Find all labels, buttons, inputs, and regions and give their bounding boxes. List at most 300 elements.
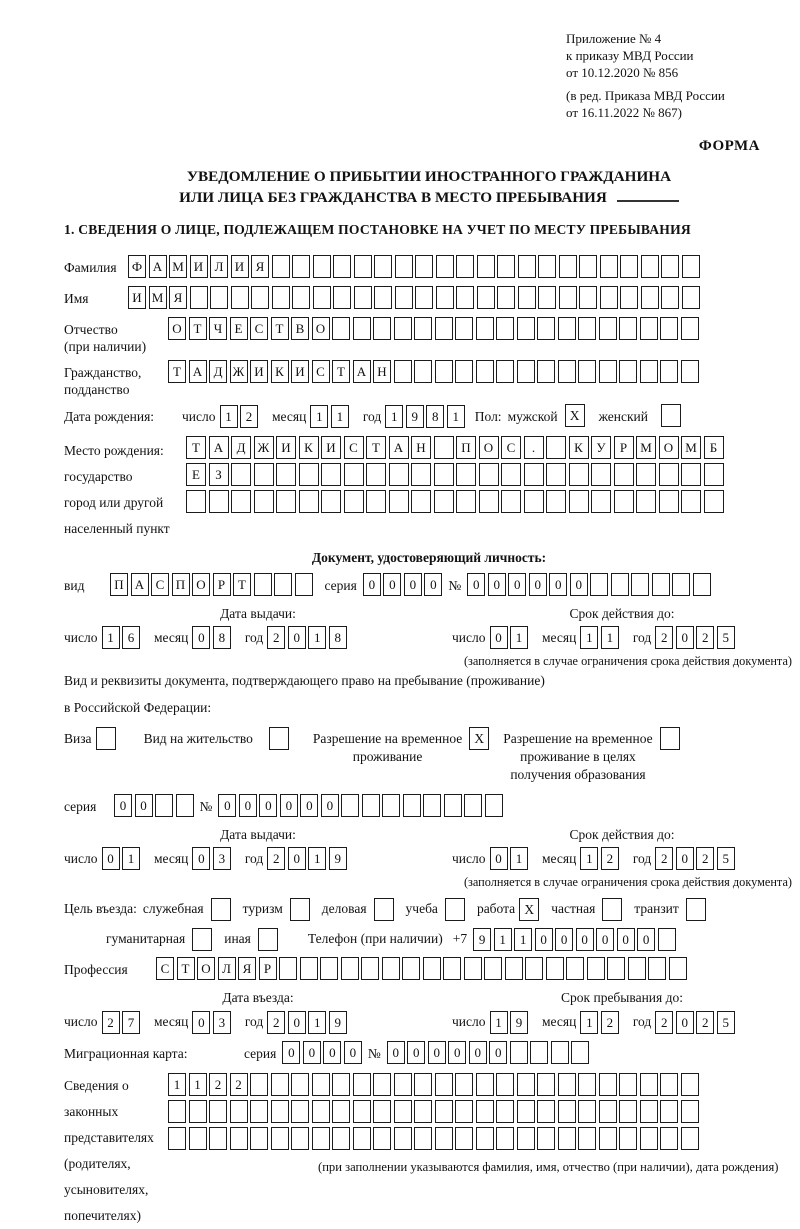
char-cell[interactable] xyxy=(312,1127,330,1150)
char-cell[interactable]: А xyxy=(209,436,229,459)
char-cell[interactable]: 0 xyxy=(529,573,547,596)
char-cell[interactable] xyxy=(497,286,515,309)
char-cell[interactable] xyxy=(231,286,249,309)
char-cell[interactable] xyxy=(292,255,310,278)
char-cell[interactable]: 1 xyxy=(510,847,528,870)
visa-checkbox[interactable] xyxy=(96,727,116,750)
char-cell[interactable]: У xyxy=(591,436,611,459)
char-cell[interactable]: 0 xyxy=(288,626,306,649)
char-cell[interactable]: Т xyxy=(366,436,386,459)
char-cell[interactable] xyxy=(313,286,331,309)
char-cell[interactable]: П xyxy=(456,436,476,459)
char-cell[interactable] xyxy=(186,490,206,513)
char-cell[interactable]: Н xyxy=(411,436,431,459)
char-cell[interactable]: Т xyxy=(332,360,350,383)
char-cell[interactable]: 2 xyxy=(696,626,714,649)
char-cell[interactable] xyxy=(537,1100,555,1123)
char-cell[interactable] xyxy=(209,490,229,513)
char-cell[interactable]: 0 xyxy=(404,573,422,596)
char-cell[interactable]: 0 xyxy=(259,794,277,817)
char-cell[interactable] xyxy=(578,317,596,340)
temp-residence-checkbox[interactable]: X xyxy=(469,727,489,750)
char-cell[interactable]: С xyxy=(156,957,174,980)
char-cell[interactable] xyxy=(373,1127,391,1150)
char-cell[interactable] xyxy=(558,360,576,383)
char-cell[interactable]: 1 xyxy=(601,626,619,649)
char-cell[interactable] xyxy=(464,957,482,980)
char-cell[interactable]: А xyxy=(389,436,409,459)
char-cell[interactable] xyxy=(435,360,453,383)
char-cell[interactable] xyxy=(551,1041,569,1064)
char-cell[interactable] xyxy=(641,255,659,278)
char-cell[interactable] xyxy=(661,255,679,278)
char-cell[interactable] xyxy=(599,317,617,340)
char-cell[interactable] xyxy=(620,286,638,309)
char-cell[interactable]: 0 xyxy=(344,1041,362,1064)
char-cell[interactable] xyxy=(599,1127,617,1150)
char-cell[interactable] xyxy=(272,255,290,278)
char-cell[interactable]: 0 xyxy=(676,847,694,870)
char-cell[interactable] xyxy=(353,317,371,340)
char-cell[interactable]: 0 xyxy=(490,847,508,870)
char-cell[interactable] xyxy=(254,573,272,596)
char-cell[interactable] xyxy=(517,1127,535,1150)
char-cell[interactable]: 2 xyxy=(655,1011,673,1034)
residence-permit-checkbox[interactable] xyxy=(269,727,289,750)
char-cell[interactable] xyxy=(250,1073,268,1096)
char-cell[interactable] xyxy=(455,360,473,383)
char-cell[interactable]: 0 xyxy=(576,928,594,951)
temp-residence-education-checkbox[interactable] xyxy=(660,727,680,750)
char-cell[interactable] xyxy=(569,490,589,513)
char-cell[interactable]: С xyxy=(501,436,521,459)
char-cell[interactable] xyxy=(374,286,392,309)
char-cell[interactable] xyxy=(681,490,701,513)
char-cell[interactable] xyxy=(394,1073,412,1096)
char-cell[interactable] xyxy=(571,1041,589,1064)
char-cell[interactable] xyxy=(682,286,700,309)
char-cell[interactable] xyxy=(333,255,351,278)
char-cell[interactable]: 0 xyxy=(102,847,120,870)
char-cell[interactable] xyxy=(640,1127,658,1150)
char-cell[interactable]: Ч xyxy=(209,317,227,340)
char-cell[interactable] xyxy=(382,794,400,817)
char-cell[interactable]: 1 xyxy=(310,405,328,428)
char-cell[interactable]: М xyxy=(681,436,701,459)
char-cell[interactable] xyxy=(517,317,535,340)
char-cell[interactable] xyxy=(344,463,364,486)
char-cell[interactable]: И xyxy=(128,286,146,309)
char-cell[interactable] xyxy=(415,286,433,309)
char-cell[interactable]: 0 xyxy=(448,1041,466,1064)
char-cell[interactable] xyxy=(538,286,556,309)
char-cell[interactable] xyxy=(436,286,454,309)
char-cell[interactable]: 9 xyxy=(329,847,347,870)
char-cell[interactable]: 3 xyxy=(213,847,231,870)
char-cell[interactable]: Т xyxy=(189,317,207,340)
char-cell[interactable] xyxy=(524,463,544,486)
char-cell[interactable] xyxy=(661,286,679,309)
char-cell[interactable] xyxy=(611,573,629,596)
char-cell[interactable]: С xyxy=(250,317,268,340)
char-cell[interactable] xyxy=(434,463,454,486)
char-cell[interactable] xyxy=(558,1100,576,1123)
char-cell[interactable]: К xyxy=(271,360,289,383)
char-cell[interactable]: 1 xyxy=(494,928,512,951)
char-cell[interactable]: 1 xyxy=(385,405,403,428)
char-cell[interactable]: 5 xyxy=(717,626,735,649)
char-cell[interactable]: 2 xyxy=(102,1011,120,1034)
sex-female-checkbox[interactable] xyxy=(661,404,681,427)
char-cell[interactable]: Я xyxy=(251,255,269,278)
char-cell[interactable] xyxy=(476,1127,494,1150)
char-cell[interactable] xyxy=(332,1127,350,1150)
char-cell[interactable]: 0 xyxy=(407,1041,425,1064)
char-cell[interactable]: 2 xyxy=(655,626,673,649)
char-cell[interactable] xyxy=(517,1100,535,1123)
char-cell[interactable]: 6 xyxy=(122,626,140,649)
char-cell[interactable]: 9 xyxy=(473,928,491,951)
char-cell[interactable] xyxy=(230,1100,248,1123)
char-cell[interactable] xyxy=(250,1127,268,1150)
char-cell[interactable] xyxy=(546,463,566,486)
char-cell[interactable]: 1 xyxy=(490,1011,508,1034)
char-cell[interactable] xyxy=(291,1100,309,1123)
char-cell[interactable]: 0 xyxy=(321,794,339,817)
char-cell[interactable]: 0 xyxy=(300,794,318,817)
char-cell[interactable]: 0 xyxy=(280,794,298,817)
char-cell[interactable] xyxy=(414,1100,432,1123)
char-cell[interactable]: Я xyxy=(238,957,256,980)
char-cell[interactable] xyxy=(590,573,608,596)
char-cell[interactable] xyxy=(353,1073,371,1096)
char-cell[interactable] xyxy=(414,1073,432,1096)
char-cell[interactable] xyxy=(395,286,413,309)
char-cell[interactable] xyxy=(333,286,351,309)
char-cell[interactable] xyxy=(476,317,494,340)
char-cell[interactable] xyxy=(704,490,724,513)
char-cell[interactable]: А xyxy=(131,573,149,596)
purpose-official-checkbox[interactable] xyxy=(211,898,231,921)
char-cell[interactable]: 8 xyxy=(213,626,231,649)
char-cell[interactable]: Д xyxy=(231,436,251,459)
char-cell[interactable]: К xyxy=(569,436,589,459)
char-cell[interactable]: 0 xyxy=(135,794,153,817)
char-cell[interactable] xyxy=(640,317,658,340)
char-cell[interactable] xyxy=(455,317,473,340)
char-cell[interactable]: Б xyxy=(704,436,724,459)
char-cell[interactable] xyxy=(292,286,310,309)
char-cell[interactable] xyxy=(619,317,637,340)
char-cell[interactable] xyxy=(681,1127,699,1150)
char-cell[interactable]: О xyxy=(197,957,215,980)
char-cell[interactable] xyxy=(394,360,412,383)
char-cell[interactable] xyxy=(579,255,597,278)
char-cell[interactable]: 9 xyxy=(406,405,424,428)
char-cell[interactable]: Р xyxy=(614,436,634,459)
char-cell[interactable] xyxy=(394,1127,412,1150)
char-cell[interactable] xyxy=(578,1127,596,1150)
char-cell[interactable]: 7 xyxy=(122,1011,140,1034)
char-cell[interactable] xyxy=(251,286,269,309)
char-cell[interactable] xyxy=(313,255,331,278)
char-cell[interactable]: П xyxy=(110,573,128,596)
char-cell[interactable]: 1 xyxy=(331,405,349,428)
char-cell[interactable] xyxy=(537,1073,555,1096)
char-cell[interactable] xyxy=(344,490,364,513)
char-cell[interactable] xyxy=(681,317,699,340)
char-cell[interactable]: И xyxy=(291,360,309,383)
char-cell[interactable] xyxy=(579,286,597,309)
char-cell[interactable] xyxy=(682,255,700,278)
char-cell[interactable]: М xyxy=(636,436,656,459)
char-cell[interactable] xyxy=(362,794,380,817)
char-cell[interactable] xyxy=(652,573,670,596)
char-cell[interactable] xyxy=(366,463,386,486)
char-cell[interactable]: И xyxy=(231,255,249,278)
char-cell[interactable] xyxy=(394,317,412,340)
char-cell[interactable] xyxy=(456,490,476,513)
char-cell[interactable]: Л xyxy=(218,957,236,980)
char-cell[interactable] xyxy=(190,286,208,309)
char-cell[interactable]: Р xyxy=(259,957,277,980)
char-cell[interactable] xyxy=(484,957,502,980)
char-cell[interactable] xyxy=(659,463,679,486)
char-cell[interactable] xyxy=(455,1127,473,1150)
char-cell[interactable] xyxy=(455,1100,473,1123)
char-cell[interactable]: 0 xyxy=(114,794,132,817)
char-cell[interactable]: 2 xyxy=(696,1011,714,1034)
char-cell[interactable]: 1 xyxy=(308,847,326,870)
char-cell[interactable]: 0 xyxy=(489,1041,507,1064)
char-cell[interactable] xyxy=(276,463,296,486)
char-cell[interactable] xyxy=(501,463,521,486)
char-cell[interactable] xyxy=(435,1073,453,1096)
char-cell[interactable] xyxy=(354,255,372,278)
char-cell[interactable]: 2 xyxy=(240,405,258,428)
char-cell[interactable] xyxy=(546,957,564,980)
char-cell[interactable] xyxy=(312,1073,330,1096)
char-cell[interactable] xyxy=(578,1073,596,1096)
char-cell[interactable] xyxy=(435,317,453,340)
char-cell[interactable] xyxy=(479,463,499,486)
char-cell[interactable] xyxy=(300,957,318,980)
char-cell[interactable]: 0 xyxy=(282,1041,300,1064)
char-cell[interactable] xyxy=(321,463,341,486)
char-cell[interactable]: 2 xyxy=(267,626,285,649)
char-cell[interactable]: 1 xyxy=(189,1073,207,1096)
char-cell[interactable]: Р xyxy=(213,573,231,596)
char-cell[interactable] xyxy=(658,928,676,951)
char-cell[interactable] xyxy=(254,463,274,486)
char-cell[interactable] xyxy=(619,1127,637,1150)
char-cell[interactable]: 5 xyxy=(717,1011,735,1034)
char-cell[interactable]: 0 xyxy=(363,573,381,596)
char-cell[interactable]: 0 xyxy=(192,626,210,649)
char-cell[interactable]: 0 xyxy=(596,928,614,951)
purpose-private-checkbox[interactable] xyxy=(602,898,622,921)
char-cell[interactable]: Л xyxy=(210,255,228,278)
char-cell[interactable] xyxy=(320,957,338,980)
char-cell[interactable] xyxy=(366,490,386,513)
char-cell[interactable] xyxy=(299,463,319,486)
char-cell[interactable] xyxy=(599,1100,617,1123)
char-cell[interactable] xyxy=(660,360,678,383)
purpose-business-checkbox[interactable] xyxy=(374,898,394,921)
char-cell[interactable] xyxy=(254,490,274,513)
char-cell[interactable]: М xyxy=(149,286,167,309)
char-cell[interactable] xyxy=(518,255,536,278)
char-cell[interactable]: О xyxy=(659,436,679,459)
char-cell[interactable]: Ж xyxy=(254,436,274,459)
char-cell[interactable] xyxy=(271,1100,289,1123)
char-cell[interactable]: 0 xyxy=(323,1041,341,1064)
char-cell[interactable]: 0 xyxy=(288,1011,306,1034)
char-cell[interactable] xyxy=(423,794,441,817)
char-cell[interactable]: 1 xyxy=(514,928,532,951)
char-cell[interactable]: Ф xyxy=(128,255,146,278)
char-cell[interactable] xyxy=(517,1073,535,1096)
char-cell[interactable] xyxy=(456,255,474,278)
char-cell[interactable] xyxy=(607,957,625,980)
char-cell[interactable] xyxy=(332,317,350,340)
char-cell[interactable]: 1 xyxy=(308,626,326,649)
char-cell[interactable] xyxy=(373,1100,391,1123)
char-cell[interactable] xyxy=(496,1100,514,1123)
char-cell[interactable]: 2 xyxy=(655,847,673,870)
char-cell[interactable] xyxy=(672,573,690,596)
char-cell[interactable] xyxy=(456,463,476,486)
char-cell[interactable]: 0 xyxy=(383,573,401,596)
char-cell[interactable]: Е xyxy=(186,463,206,486)
char-cell[interactable] xyxy=(496,360,514,383)
char-cell[interactable]: 0 xyxy=(467,573,485,596)
char-cell[interactable]: 0 xyxy=(469,1041,487,1064)
char-cell[interactable]: С xyxy=(151,573,169,596)
char-cell[interactable] xyxy=(332,1073,350,1096)
char-cell[interactable]: О xyxy=(479,436,499,459)
char-cell[interactable] xyxy=(641,286,659,309)
char-cell[interactable]: Я xyxy=(169,286,187,309)
char-cell[interactable]: Т xyxy=(271,317,289,340)
char-cell[interactable]: К xyxy=(299,436,319,459)
char-cell[interactable] xyxy=(501,490,521,513)
char-cell[interactable] xyxy=(681,1073,699,1096)
char-cell[interactable] xyxy=(230,1127,248,1150)
char-cell[interactable] xyxy=(640,1100,658,1123)
char-cell[interactable] xyxy=(272,286,290,309)
char-cell[interactable]: 0 xyxy=(428,1041,446,1064)
char-cell[interactable]: 0 xyxy=(637,928,655,951)
char-cell[interactable]: Т xyxy=(186,436,206,459)
char-cell[interactable] xyxy=(530,1041,548,1064)
char-cell[interactable] xyxy=(518,286,536,309)
char-cell[interactable] xyxy=(415,255,433,278)
char-cell[interactable] xyxy=(496,317,514,340)
char-cell[interactable] xyxy=(477,286,495,309)
char-cell[interactable] xyxy=(444,794,462,817)
char-cell[interactable] xyxy=(476,1073,494,1096)
char-cell[interactable] xyxy=(600,255,618,278)
char-cell[interactable] xyxy=(168,1127,186,1150)
char-cell[interactable]: 0 xyxy=(218,794,236,817)
char-cell[interactable]: 8 xyxy=(426,405,444,428)
char-cell[interactable]: И xyxy=(190,255,208,278)
char-cell[interactable]: З xyxy=(209,463,229,486)
char-cell[interactable] xyxy=(558,1127,576,1150)
char-cell[interactable] xyxy=(578,1100,596,1123)
char-cell[interactable] xyxy=(546,490,566,513)
char-cell[interactable]: 1 xyxy=(102,626,120,649)
char-cell[interactable]: 0 xyxy=(555,928,573,951)
char-cell[interactable] xyxy=(435,1100,453,1123)
char-cell[interactable] xyxy=(373,1073,391,1096)
char-cell[interactable]: 2 xyxy=(601,1011,619,1034)
char-cell[interactable] xyxy=(640,360,658,383)
char-cell[interactable] xyxy=(517,360,535,383)
char-cell[interactable] xyxy=(619,1100,637,1123)
char-cell[interactable]: И xyxy=(321,436,341,459)
char-cell[interactable] xyxy=(559,255,577,278)
char-cell[interactable]: 1 xyxy=(510,626,528,649)
char-cell[interactable] xyxy=(291,1073,309,1096)
char-cell[interactable] xyxy=(353,1100,371,1123)
char-cell[interactable] xyxy=(591,463,611,486)
char-cell[interactable]: С xyxy=(312,360,330,383)
char-cell[interactable] xyxy=(628,957,646,980)
char-cell[interactable]: О xyxy=(192,573,210,596)
char-cell[interactable]: 1 xyxy=(220,405,238,428)
purpose-tourism-checkbox[interactable] xyxy=(290,898,310,921)
char-cell[interactable] xyxy=(341,794,359,817)
purpose-work-checkbox[interactable]: X xyxy=(519,898,539,921)
char-cell[interactable] xyxy=(591,490,611,513)
char-cell[interactable]: 0 xyxy=(676,1011,694,1034)
char-cell[interactable]: 1 xyxy=(168,1073,186,1096)
char-cell[interactable] xyxy=(619,1073,637,1096)
char-cell[interactable]: 0 xyxy=(490,626,508,649)
char-cell[interactable] xyxy=(231,463,251,486)
char-cell[interactable]: Д xyxy=(209,360,227,383)
char-cell[interactable]: 0 xyxy=(508,573,526,596)
sex-male-checkbox[interactable]: X xyxy=(565,404,585,427)
char-cell[interactable] xyxy=(402,957,420,980)
char-cell[interactable] xyxy=(636,490,656,513)
char-cell[interactable]: 0 xyxy=(239,794,257,817)
char-cell[interactable] xyxy=(411,490,431,513)
char-cell[interactable] xyxy=(681,463,701,486)
char-cell[interactable] xyxy=(681,1100,699,1123)
char-cell[interactable]: 3 xyxy=(213,1011,231,1034)
char-cell[interactable] xyxy=(599,360,617,383)
char-cell[interactable] xyxy=(434,436,454,459)
char-cell[interactable] xyxy=(209,1127,227,1150)
char-cell[interactable]: 5 xyxy=(717,847,735,870)
char-cell[interactable] xyxy=(660,1127,678,1150)
char-cell[interactable]: 8 xyxy=(329,626,347,649)
char-cell[interactable] xyxy=(436,255,454,278)
char-cell[interactable]: О xyxy=(312,317,330,340)
char-cell[interactable]: 2 xyxy=(696,847,714,870)
char-cell[interactable] xyxy=(443,957,461,980)
char-cell[interactable]: 0 xyxy=(549,573,567,596)
char-cell[interactable] xyxy=(538,255,556,278)
char-cell[interactable] xyxy=(660,1100,678,1123)
char-cell[interactable] xyxy=(299,490,319,513)
char-cell[interactable] xyxy=(456,286,474,309)
char-cell[interactable]: 0 xyxy=(288,847,306,870)
char-cell[interactable] xyxy=(619,360,637,383)
